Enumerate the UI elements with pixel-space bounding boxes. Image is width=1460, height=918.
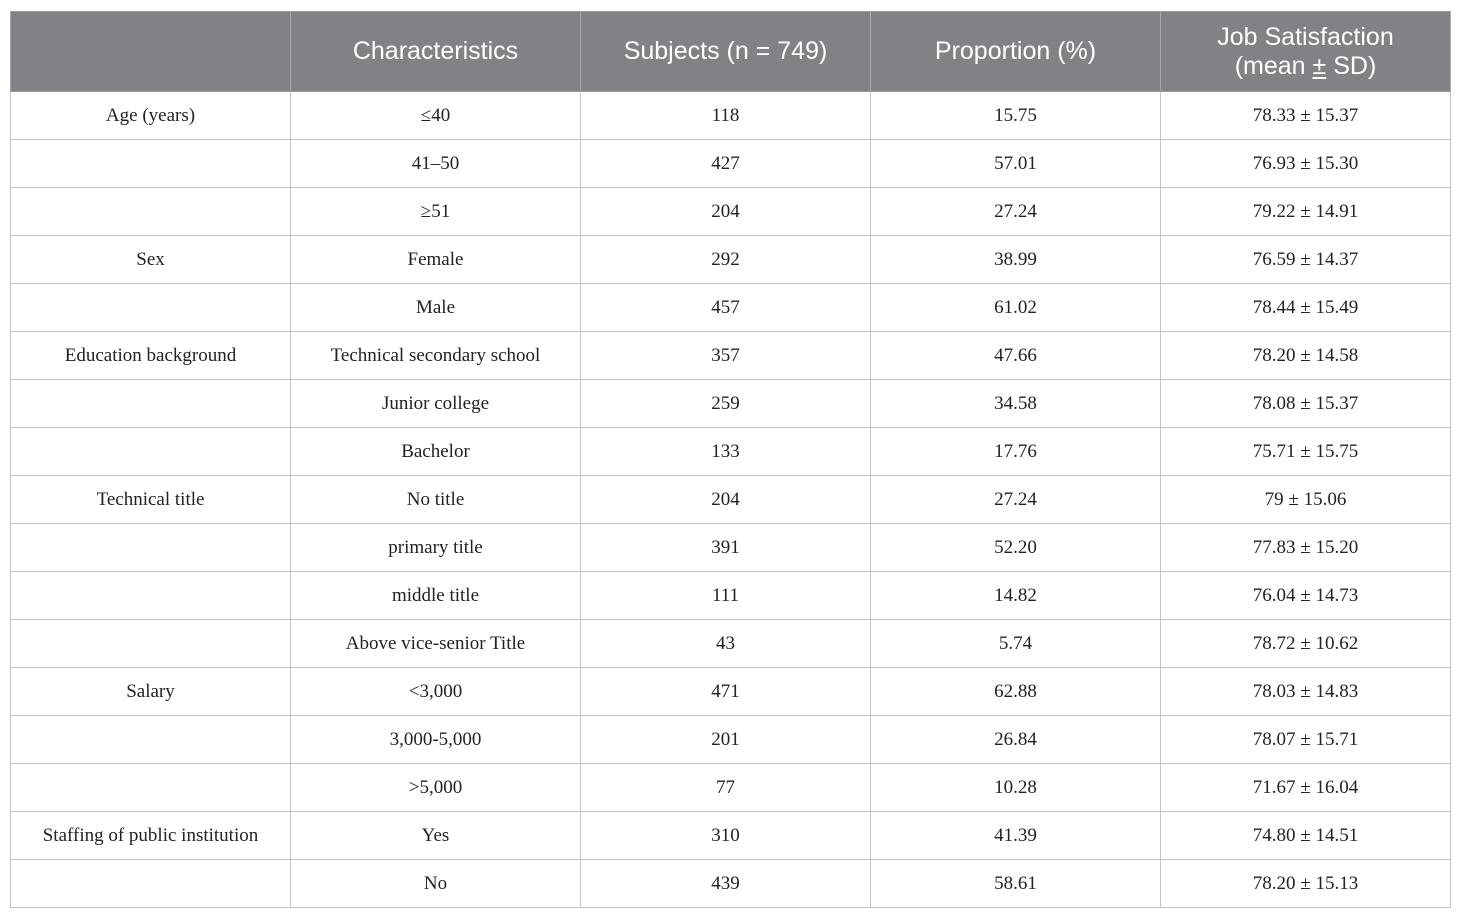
satisfaction-cell: 78.44 ± 15.49: [1161, 284, 1451, 332]
header-sd-text: SD): [1326, 51, 1377, 80]
satisfaction-cell: 71.67 ± 16.04: [1161, 764, 1451, 812]
group-cell: [11, 860, 291, 908]
satisfaction-cell: 78.08 ± 15.37: [1161, 380, 1451, 428]
subjects-cell: 43: [581, 620, 871, 668]
proportion-cell: 10.28: [871, 764, 1161, 812]
characteristic-cell: No: [291, 860, 581, 908]
proportion-cell: 57.01: [871, 140, 1161, 188]
group-cell: [11, 428, 291, 476]
group-cell: [11, 572, 291, 620]
table-row: [11, 572, 1451, 620]
characteristic-cell: Above vice-senior Title: [291, 620, 581, 668]
group-cell: [11, 716, 291, 764]
satisfaction-cell: 76.04 ± 14.73: [1161, 572, 1451, 620]
proportion-cell: 62.88: [871, 668, 1161, 716]
proportion-cell: 26.84: [871, 716, 1161, 764]
group-cell: Staffing of public institution: [11, 812, 291, 860]
table-row: [11, 476, 1451, 524]
proportion-cell: 5.74: [871, 620, 1161, 668]
table-row: [11, 668, 1451, 716]
characteristic-cell: ≤40: [291, 92, 581, 140]
subjects-cell: 471: [581, 668, 871, 716]
subjects-cell: 133: [581, 428, 871, 476]
table-row: [11, 380, 1451, 428]
characteristic-cell: Female: [291, 236, 581, 284]
satisfaction-cell: 78.07 ± 15.71: [1161, 716, 1451, 764]
subjects-cell: 292: [581, 236, 871, 284]
satisfaction-cell: 78.72 ± 10.62: [1161, 620, 1451, 668]
satisfaction-cell: 75.71 ± 15.75: [1161, 428, 1451, 476]
characteristic-cell: Yes: [291, 812, 581, 860]
proportion-cell: 34.58: [871, 380, 1161, 428]
proportion-cell: 15.75: [871, 92, 1161, 140]
satisfaction-cell: 78.20 ± 15.13: [1161, 860, 1451, 908]
group-cell: [11, 188, 291, 236]
table-row: [11, 524, 1451, 572]
group-cell: [11, 380, 291, 428]
header-job-satisfaction-line2: [1235, 52, 1377, 80]
table-row: [11, 332, 1451, 380]
proportion-cell: 14.82: [871, 572, 1161, 620]
satisfaction-cell: 78.33 ± 15.37: [1161, 92, 1451, 140]
group-cell: Education background: [11, 332, 291, 380]
characteristic-cell: ≥51: [291, 188, 581, 236]
subjects-cell: 111: [581, 572, 871, 620]
subjects-cell: 357: [581, 332, 871, 380]
table-row: [11, 812, 1451, 860]
proportion-cell: 61.02: [871, 284, 1161, 332]
header-plus-minus: ±: [1312, 51, 1327, 80]
group-cell: [11, 764, 291, 812]
subjects-cell: 77: [581, 764, 871, 812]
subjects-cell: 391: [581, 524, 871, 572]
proportion-cell: 47.66: [871, 332, 1161, 380]
group-cell: [11, 524, 291, 572]
subjects-cell: 439: [581, 860, 871, 908]
subjects-cell: 204: [581, 476, 871, 524]
satisfaction-cell: 77.83 ± 15.20: [1161, 524, 1451, 572]
subjects-cell: 310: [581, 812, 871, 860]
characteristic-cell: No title: [291, 476, 581, 524]
satisfaction-cell: 76.59 ± 14.37: [1161, 236, 1451, 284]
satisfaction-cell: 76.93 ± 15.30: [1161, 140, 1451, 188]
group-cell: Technical title: [11, 476, 291, 524]
table-row: [11, 140, 1451, 188]
header-job-satisfaction: [1161, 12, 1451, 92]
group-cell: [11, 620, 291, 668]
subjects-cell: 118: [581, 92, 871, 140]
proportion-cell: 27.24: [871, 188, 1161, 236]
proportion-cell: 41.39: [871, 812, 1161, 860]
satisfaction-cell: 74.80 ± 14.51: [1161, 812, 1451, 860]
satisfaction-cell: 78.03 ± 14.83: [1161, 668, 1451, 716]
header-mean-text: (mean: [1234, 51, 1313, 80]
header-subjects: Subjects (n = 749): [581, 12, 871, 92]
proportion-cell: 17.76: [871, 428, 1161, 476]
header-group-cell: [11, 12, 291, 92]
table-row: [11, 620, 1451, 668]
characteristic-cell: 3,000-5,000: [291, 716, 581, 764]
table-row: [11, 428, 1451, 476]
subjects-cell: 204: [581, 188, 871, 236]
subjects-cell: 259: [581, 380, 871, 428]
characteristic-cell: <3,000: [291, 668, 581, 716]
table-row: [11, 764, 1451, 812]
group-cell: [11, 284, 291, 332]
subjects-cell: 427: [581, 140, 871, 188]
proportion-cell: 38.99: [871, 236, 1161, 284]
characteristic-cell: >5,000: [291, 764, 581, 812]
proportion-cell: 52.20: [871, 524, 1161, 572]
table-row: [11, 716, 1451, 764]
table-header: [11, 12, 1451, 92]
table-row: [11, 188, 1451, 236]
proportion-cell: 27.24: [871, 476, 1161, 524]
characteristic-cell: Junior college: [291, 380, 581, 428]
characteristic-cell: Bachelor: [291, 428, 581, 476]
subjects-cell: 457: [581, 284, 871, 332]
satisfaction-cell: 79.22 ± 14.91: [1161, 188, 1451, 236]
group-cell: [11, 140, 291, 188]
group-cell: Salary: [11, 668, 291, 716]
characteristic-cell: middle title: [291, 572, 581, 620]
header-characteristics: Characteristics: [291, 12, 581, 92]
characteristic-cell: 41–50: [291, 140, 581, 188]
table-row: [11, 236, 1451, 284]
table-row: [11, 860, 1451, 908]
group-cell: Age (years): [11, 92, 291, 140]
group-cell: Sex: [11, 236, 291, 284]
characteristic-cell: primary title: [291, 524, 581, 572]
header-row: [11, 12, 1451, 92]
satisfaction-cell: 78.20 ± 14.58: [1161, 332, 1451, 380]
proportion-cell: 58.61: [871, 860, 1161, 908]
table-row: [11, 92, 1451, 140]
header-proportion: Proportion (%): [871, 12, 1161, 92]
table-body: [11, 92, 1451, 908]
demographics-table: [10, 11, 1451, 908]
characteristic-cell: Male: [291, 284, 581, 332]
characteristic-cell: Technical secondary school: [291, 332, 581, 380]
header-job-satisfaction-line1: Job Satisfaction: [1217, 22, 1394, 51]
subjects-cell: 201: [581, 716, 871, 764]
table-row: [11, 284, 1451, 332]
satisfaction-cell: 79 ± 15.06: [1161, 476, 1451, 524]
